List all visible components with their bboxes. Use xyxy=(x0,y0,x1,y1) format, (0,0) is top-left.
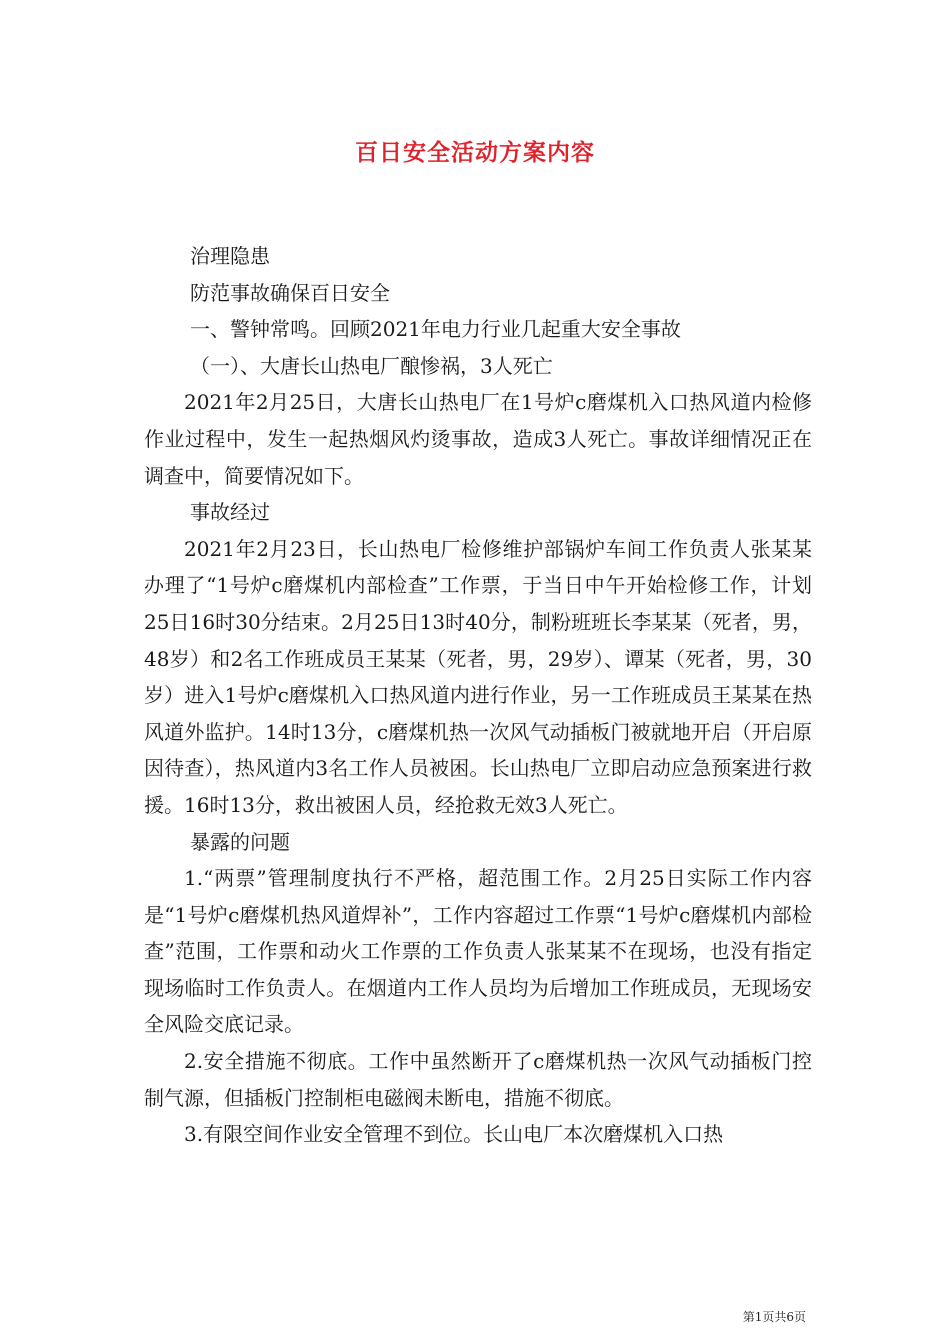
document-body xyxy=(144,238,812,1153)
paragraph-heading-1: 治理隐患 xyxy=(190,244,270,268)
section-heading: 一、警钟常鸣。回顾2021年电力行业几起重大安全事故 xyxy=(190,317,681,342)
document-title: 百日安全活动方案内容 xyxy=(355,139,595,166)
paragraph-accident-process: 2021年2月23日，长山热电厂检修维护部锅炉车间工作负责人张某某办理了“1号炉c磨煤机内部检查”工作票，于当日中午开始检修工作，计划25日16时30分结束。2月25日13时40分，制粉班班长李某某（死者，男，48岁）和2名工作班成员王某某（死者，男，29岁）、谭某（死者，男，30岁）进入1号炉c磨煤机入口热风道内进行作业，另一工作班成员王某某在热风道外监护。14时13分，c磨煤机热一次风气动插板门被就地开启（开启原因待查），热风道内3名工作人员被困。长山热电厂立即启动应急预案进行救援。16时13分，救出被困人员，经抢救无效3人死亡。 xyxy=(144,536,812,817)
paragraph-heading-2: 防范事故确保百日安全 xyxy=(190,280,390,305)
paragraph-problems-heading: 暴露的问题 xyxy=(190,829,290,854)
paragraph-summary: 2021年2月25日，大唐长山热电厂在1号炉c磨煤机入口热风道内检修作业过程中，发生一起热烟风灼烫事故，造成3人死亡。事故详细情况正在调查中，简要情况如下。 xyxy=(144,390,812,488)
paragraph-problem-3: 3.有限空间作业安全管理不到位。长山电厂本次磨煤机入口热 xyxy=(184,1122,724,1147)
paragraph-problem-1: 1.“两票”管理制度执行不严格，超范围工作。2月25日实际工作内容是“1号炉c磨煤机热风道焊补”，工作内容超过工作票“1号炉c磨煤机内部检查”范围，工作票和动火工作票的工作负责人张某某不在现场，也没有指定现场临时工作负责人。在烟道内工作人员均为后增加工作班成员，无现场安全风险交底记录。 xyxy=(144,866,812,1037)
paragraph-problem-2: 2.安全措施不彻底。工作中虽然断开了c磨煤机热一次风气动插板门控制气源，但插板门控制柜电磁阀未断电，措施不彻底。 xyxy=(144,1049,812,1110)
subsection-heading: （一）、大唐长山热电厂酿惨祸，3人死亡 xyxy=(190,353,553,378)
page-number-footer: 第1页共6页 xyxy=(742,1310,806,1324)
paragraph-accident-process-heading: 事故经过 xyxy=(190,500,270,525)
